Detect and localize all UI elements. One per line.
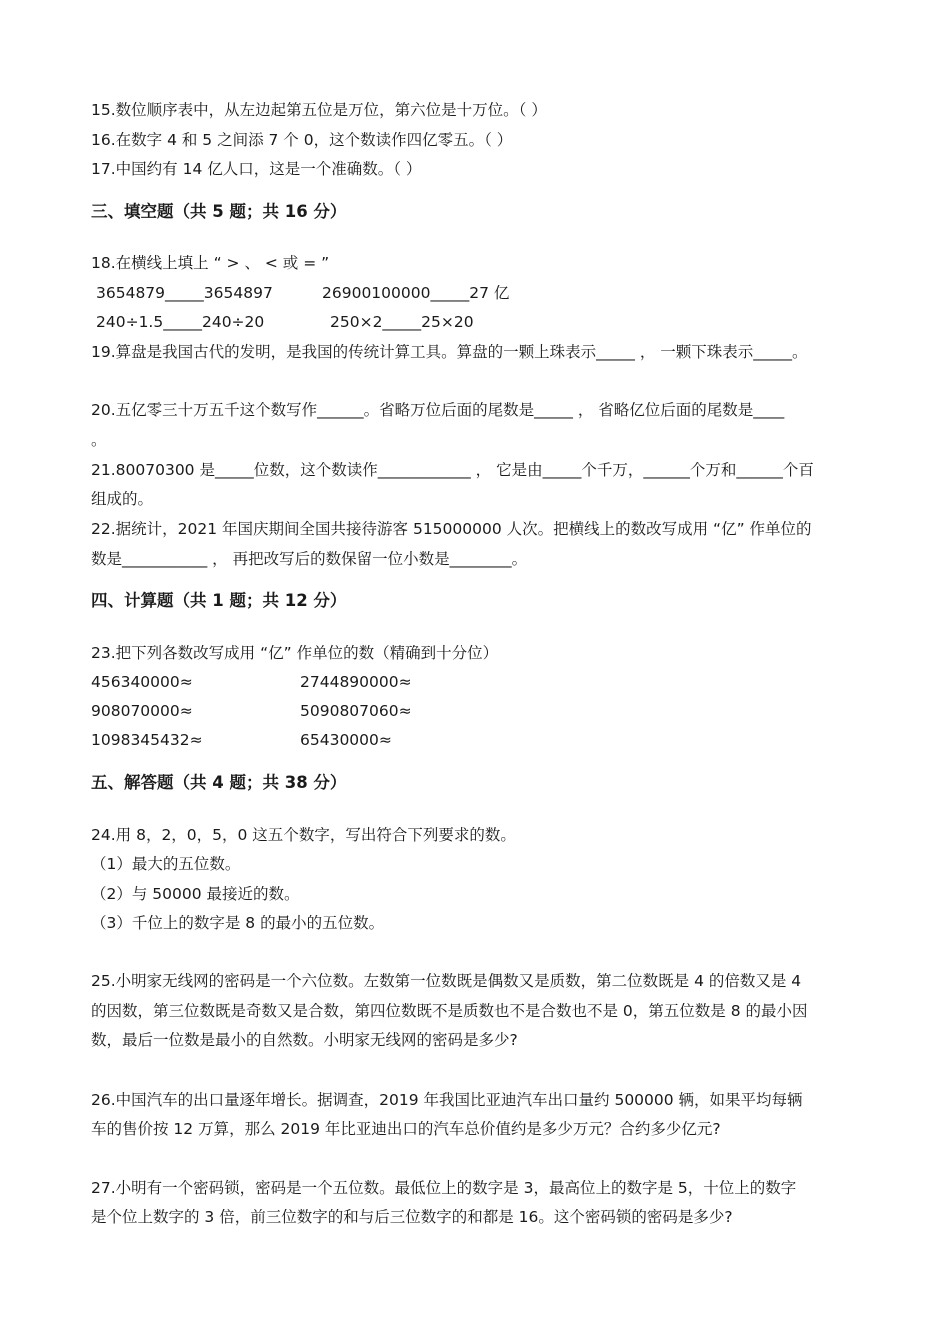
question-21-line-2: 组成的。 [91,490,154,508]
question-18-c: 240÷1.5_____240÷20 [96,313,265,331]
question-26-line-1: 26.中国汽车的出口量逐年增长。据调查，2019 年我国比亚迪汽车出口量约 500000 辆，如果平均每辆 [91,1091,803,1109]
question-22-line-2: 数是___________ ， 再把改写后的数保留一位小数是________。 [91,550,528,568]
question-27-line-2: 是个位上数字的 3 倍，前三位数字的和与后三位数字的和都是 16。这个密码锁的密码是多少? [91,1208,733,1226]
question-24-part-1: （1）最大的五位数。 [91,855,241,873]
question-23-stem: 23.把下列各数改写成用 “亿” 作单位的数（精确到十分位） [91,644,499,662]
section-3-title: 三、填空题（共 5 题；共 16 分） [91,202,347,221]
question-25-line-3: 数，最后一位数是最小的自然数。小明家无线网的密码是多少? [91,1031,518,1049]
question-24-part-2: （2）与 50000 最接近的数。 [91,885,300,903]
question-19: 19.算盘是我国古代的发明，是我国的传统计算工具。算盘的一颗上珠表示_____ ， 一颗下珠表示_____。 [91,343,808,361]
question-24-part-3: （3）千位上的数字是 8 的最小的五位数。 [91,914,385,932]
question-20-line-2: 。 [91,431,107,449]
section-5-title: 五、解答题（共 4 题；共 38 分） [91,773,347,792]
question-16: 16.在数字 4 和 5 之间添 7 个 0，这个数读作四亿零五。（ ） [91,131,513,149]
question-21-line-1: 21.80070300 是_____位数，这个数读作____________ ， 它是由_____个千万，______个万和______个百 [91,461,814,479]
question-27-line-1: 27.小明有一个密码锁，密码是一个五位数。最低位上的数字是 3，最高位上的数字是 5，十位上的数字 [91,1179,797,1197]
question-25-line-2: 的因数，第三位数既是奇数又是合数，第四位数既不是质数也不是合数也不是 0，第五位数是 8 的最小因 [91,1002,808,1020]
question-18-b: 26900100000_____27 亿 [322,284,510,302]
question-23-item: 5090807060≈ [300,702,412,720]
question-15: 15.数位顺序表中，从左边起第五位是万位，第六位是十万位。（ ） [91,101,547,119]
section-4-title: 四、计算题（共 1 题；共 12 分） [91,591,347,610]
question-26-line-2: 车的售价按 12 万算，那么 2019 年比亚迪出口的汽车总价值约是多少万元？合约多少亿元? [91,1120,721,1138]
question-23-item: 2744890000≈ [300,673,412,691]
question-23-item: 65430000≈ [300,731,392,749]
question-18-a: 3654879_____3654897 [96,284,273,302]
question-18-stem: 18.在横线上填上 “ > 、 < 或 = ” [91,254,330,272]
question-18-d: 250×2_____25×20 [330,313,474,331]
question-25-line-1: 25.小明家无线网的密码是一个六位数。左数第一位数既是偶数又是质数，第二位数既是 4 的倍数又是 4 [91,972,802,990]
question-24-stem: 24.用 8，2，0，5，0 这五个数字，写出符合下列要求的数。 [91,826,516,844]
question-23-item: 908070000≈ [91,702,193,720]
question-23-item: 456340000≈ [91,673,193,691]
question-23-item: 1098345432≈ [91,731,203,749]
question-22-line-1: 22.据统计，2021 年国庆期间全国共接待游客 515000000 人次。把横线上的数改写成用 “亿” 作单位的 [91,520,812,538]
question-20-line-1: 20.五亿零三十万五千这个数写作______。省略万位后面的尾数是_____ ， 省略亿位后面的尾数是____ [91,401,785,419]
question-17: 17.中国约有 14 亿人口，这是一个准确数。（ ） [91,160,422,178]
